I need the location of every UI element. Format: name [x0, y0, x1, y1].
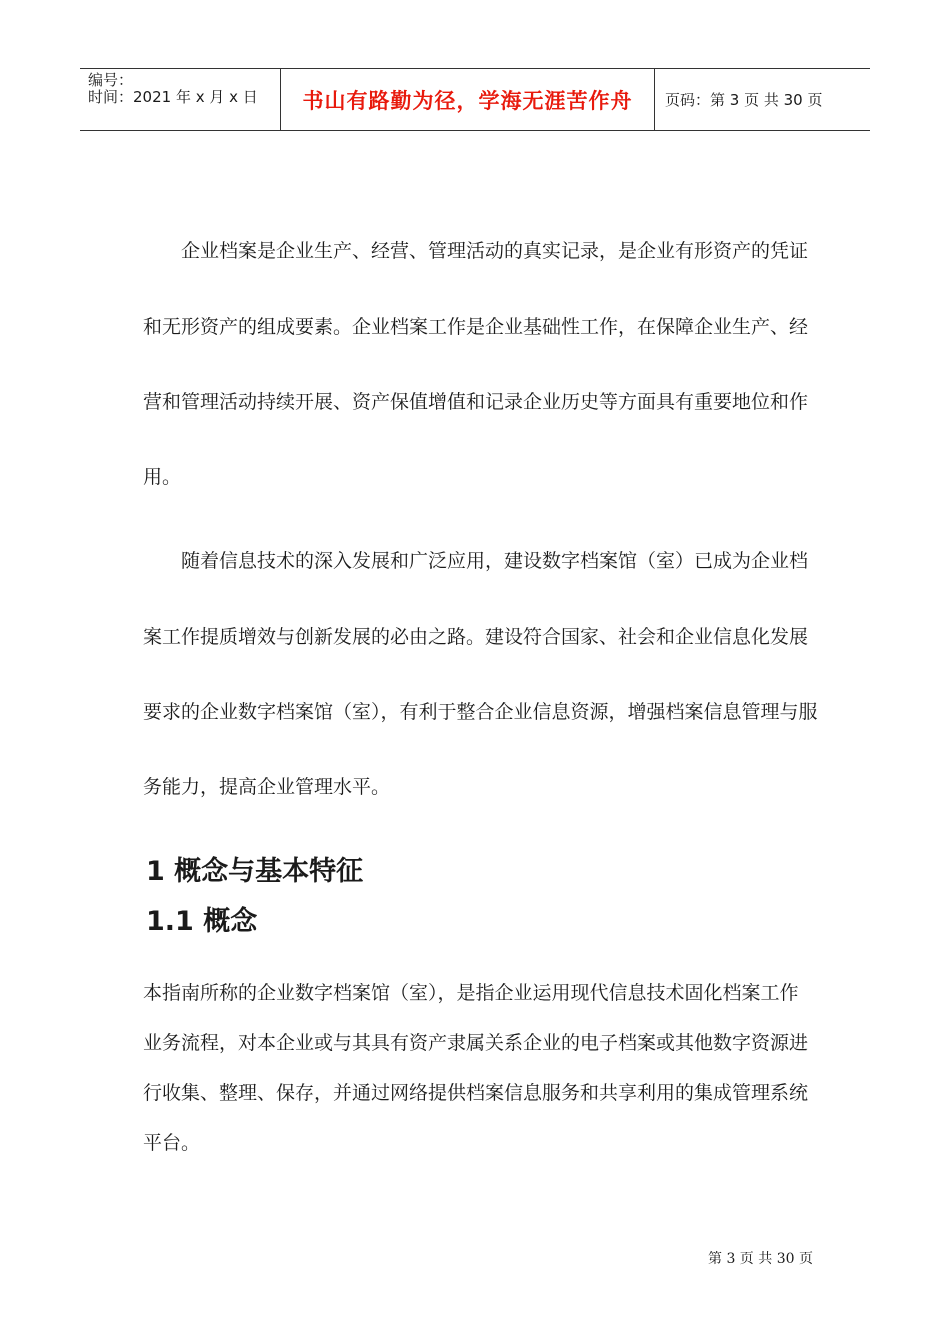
text-line: 用。 [143, 466, 182, 488]
section-heading: 1 概念与基本特征 [146, 856, 364, 887]
text-line: 行收集、整理、保存，并通过网络提供档案信息服务和共享利用的集成管理系统 [143, 1082, 809, 1104]
page-header [80, 68, 870, 131]
subsection-heading: 1.1 概念 [146, 906, 258, 937]
text-line: 务能力，提高企业管理水平。 [143, 776, 391, 798]
doc-number-label: 编号： [88, 71, 134, 89]
header-page-code: 页码：第 3 页 共 30 页 [665, 91, 823, 109]
text-line: 营和管理活动持续开展、资产保值增值和记录企业历史等方面具有重要地位和作 [143, 391, 809, 413]
text-line: 和无形资产的组成要素。企业档案工作是企业基础性工作，在保障企业生产、经 [143, 316, 809, 338]
text-line: 企业档案是企业生产、经营、管理活动的真实记录，是企业有形资产的凭证 [181, 240, 809, 262]
text-line: 业务流程，对本企业或与其具有资产隶属关系企业的电子档案或其他数字资源进 [143, 1032, 809, 1054]
page-footer: 第 3 页 共 30 页 [708, 1251, 813, 1267]
text-line: 本指南所称的企业数字档案馆（室），是指企业运用现代信息技术固化档案工作 [143, 982, 799, 1004]
doc-time-label: 时间：2021 年 x 月 x 日 [88, 88, 258, 106]
header-meta [80, 69, 281, 130]
text-line: 案工作提质增效与创新发展的必由之路。建设符合国家、社会和企业信息化发展 [143, 626, 809, 648]
text-line: 平台。 [143, 1132, 201, 1154]
header-motto-cell [281, 69, 655, 130]
text-line: 要求的企业数字档案馆（室），有利于整合企业信息资源，增强档案信息管理与服 [143, 701, 818, 723]
text-line: 随着信息技术的深入发展和广泛应用，建设数字档案馆（室）已成为企业档 [181, 550, 809, 572]
header-motto: 书山有路勤为径，学海无涯苦作舟 [302, 88, 633, 113]
